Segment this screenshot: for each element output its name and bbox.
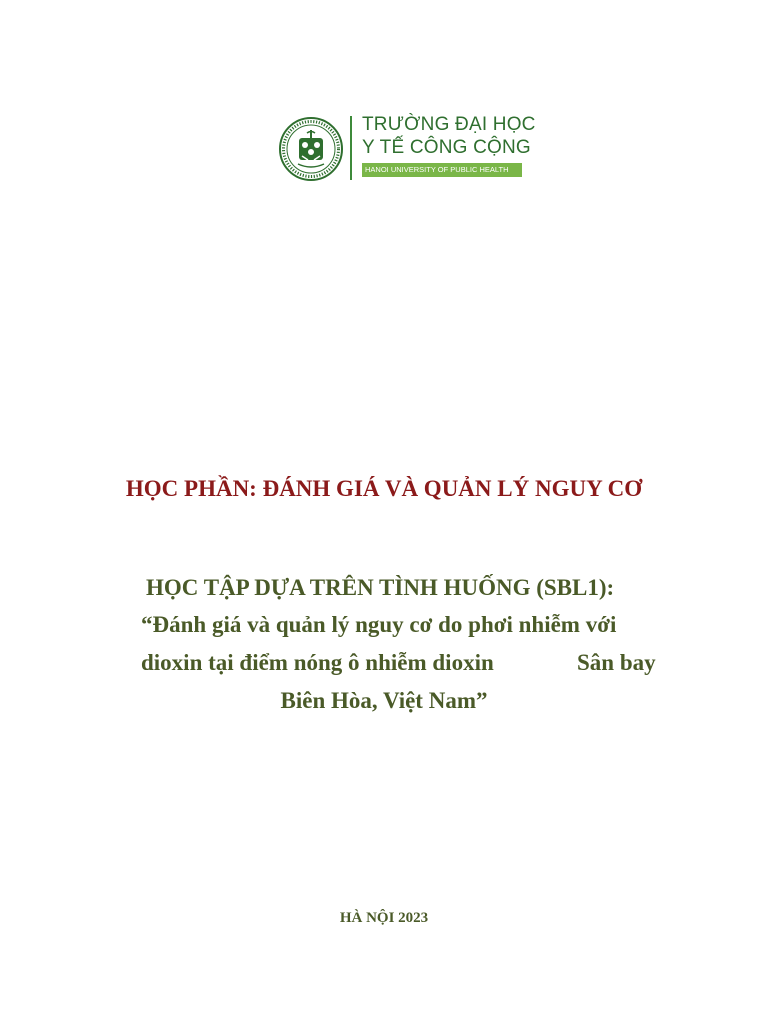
sbl-title-line2: “Đánh giá và quản lý nguy cơ do phơi nhiễm với [141, 612, 617, 637]
sbl-title-line3-part2: Sân bay [577, 650, 656, 675]
city-year: HÀ NỘI 2023 [339, 910, 429, 926]
university-english-name: HANOI UNIVERSITY OF PUBLIC HEALTH [362, 163, 522, 177]
university-name-line1: TRƯỜNG ĐẠI HỌC [362, 114, 536, 135]
university-name-line2: Y TẾ CÔNG CỘNG [362, 137, 531, 158]
university-seal-icon [278, 116, 344, 182]
logo-divider [350, 116, 352, 180]
sbl-title-line3-part1: dioxin tại điểm nóng ô nhiễm dioxin [141, 650, 494, 675]
course-title: HỌC PHẦN: ĐÁNH GIÁ VÀ QUẢN LÝ NGUY CƠ [125, 476, 643, 501]
sbl-title-line4: Biên Hòa, Việt Nam” [280, 688, 488, 713]
sbl-title-line1: HỌC TẬP DỰA TRÊN TÌNH HUỐNG (SBL1): [146, 575, 615, 600]
university-logo [278, 114, 536, 184]
